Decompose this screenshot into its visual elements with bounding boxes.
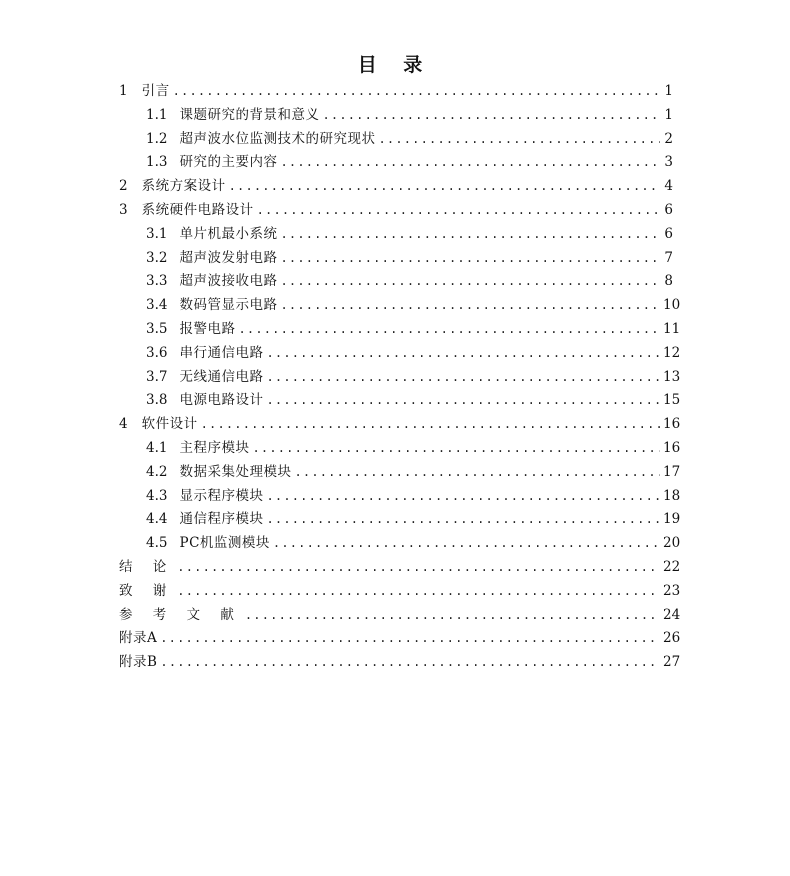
toc-list bbox=[119, 79, 681, 674]
toc-entry-page: 19 bbox=[663, 511, 681, 528]
toc-entry-page: 3 bbox=[664, 154, 673, 171]
toc-entry-number: 3 bbox=[119, 201, 128, 218]
toc-entry-number: 1.3 bbox=[146, 154, 168, 171]
toc-dot-leader bbox=[294, 465, 660, 479]
toc-dot-leader bbox=[177, 560, 660, 574]
toc-entry-page: 8 bbox=[664, 273, 673, 290]
toc-entry-page: 27 bbox=[663, 654, 681, 671]
toc-entry-page: 7 bbox=[664, 249, 673, 266]
toc-dot-leader bbox=[280, 227, 660, 241]
toc-entry[interactable] bbox=[119, 365, 681, 389]
toc-entry[interactable] bbox=[119, 626, 681, 650]
toc-entry[interactable] bbox=[119, 507, 681, 531]
toc-entry-page: 16 bbox=[663, 439, 681, 456]
toc-dot-leader bbox=[245, 608, 660, 622]
toc-entry-number: 4.5 bbox=[146, 535, 168, 552]
toc-entry[interactable] bbox=[119, 150, 673, 174]
toc-entry[interactable] bbox=[119, 341, 681, 365]
toc-entry-title: 无线通信电路 bbox=[179, 368, 264, 385]
toc-entry-title: 数码管显示电路 bbox=[179, 297, 278, 314]
toc-entry-title: 串行通信电路 bbox=[179, 344, 264, 361]
toc-dot-leader bbox=[280, 155, 660, 169]
toc-dot-leader bbox=[273, 536, 660, 550]
toc-entry-number: 3.1 bbox=[146, 225, 168, 242]
toc-entry-page: 11 bbox=[663, 320, 681, 337]
toc-dot-leader bbox=[229, 179, 660, 193]
toc-dot-leader bbox=[252, 441, 660, 455]
toc-entry[interactable] bbox=[119, 174, 673, 198]
toc-entry-number: 3.6 bbox=[146, 344, 168, 361]
toc-entry-title: 引言 bbox=[141, 83, 170, 99]
toc-dot-leader bbox=[280, 251, 660, 265]
toc-entry-title: 通信程序模块 bbox=[179, 511, 264, 528]
toc-entry-title: 系统方案设计 bbox=[141, 178, 226, 195]
toc-entry-title: 致 谢 bbox=[119, 582, 175, 599]
toc-entry-number: 1 bbox=[119, 83, 128, 99]
toc-entry-page: 16 bbox=[663, 416, 681, 433]
toc-dot-leader bbox=[177, 584, 660, 598]
toc-entry[interactable] bbox=[119, 222, 673, 246]
toc-dot-leader bbox=[266, 489, 660, 503]
toc-entry-page: 23 bbox=[663, 582, 681, 599]
toc-entry-number: 4.3 bbox=[146, 487, 168, 504]
toc-entry-number: 4.2 bbox=[146, 463, 168, 480]
toc-entry-title: 单片机最小系统 bbox=[179, 225, 278, 242]
toc-entry-page: 15 bbox=[663, 392, 681, 409]
toc-entry-number: 3.5 bbox=[146, 320, 168, 337]
toc-entry-title: 附录B bbox=[119, 654, 158, 671]
toc-entry-page: 24 bbox=[663, 606, 681, 623]
toc-dot-leader bbox=[238, 322, 660, 336]
toc-entry-title: 系统硬件电路设计 bbox=[141, 201, 254, 218]
toc-entry[interactable] bbox=[119, 603, 681, 627]
toc-dot-leader bbox=[280, 298, 660, 312]
toc-entry-title: 课题研究的背景和意义 bbox=[179, 106, 320, 123]
toc-entry-number: 4 bbox=[119, 416, 128, 433]
toc-entry[interactable] bbox=[119, 579, 681, 603]
toc-entry-number: 3.7 bbox=[146, 368, 168, 385]
toc-entry[interactable] bbox=[119, 269, 673, 293]
toc-entry[interactable] bbox=[119, 531, 681, 555]
toc-entry-page: 18 bbox=[663, 487, 681, 504]
toc-dot-leader bbox=[266, 393, 660, 407]
toc-dot-leader bbox=[266, 346, 660, 360]
toc-entry-page: 1 bbox=[664, 106, 673, 123]
toc-entry-page: 1 bbox=[664, 83, 673, 99]
toc-entry-title: PC机监测模块 bbox=[179, 535, 270, 552]
toc-entry-title: 报警电路 bbox=[179, 320, 236, 337]
toc-entry-title: 研究的主要内容 bbox=[179, 154, 278, 171]
toc-entry-title: 超声波水位监测技术的研究现状 bbox=[179, 130, 376, 147]
toc-entry-number: 3.8 bbox=[146, 392, 168, 409]
toc-entry-page: 6 bbox=[664, 201, 673, 218]
toc-entry-title: 软件设计 bbox=[141, 416, 198, 433]
toc-entry[interactable] bbox=[119, 103, 673, 127]
toc-dot-leader bbox=[160, 631, 660, 645]
toc-entry-page: 17 bbox=[663, 463, 681, 480]
toc-entry[interactable] bbox=[119, 198, 673, 222]
toc-entry-number: 4.1 bbox=[146, 439, 168, 456]
toc-dot-leader bbox=[160, 655, 660, 669]
toc-entry[interactable] bbox=[119, 460, 681, 484]
toc-entry-title: 结 论 bbox=[119, 558, 175, 575]
toc-entry-page: 2 bbox=[664, 130, 673, 147]
toc-entry[interactable] bbox=[119, 555, 681, 579]
toc-entry[interactable] bbox=[119, 127, 673, 151]
toc-dot-leader bbox=[266, 370, 660, 384]
toc-entry-title: 数据采集处理模块 bbox=[179, 463, 292, 480]
toc-entry[interactable] bbox=[119, 388, 681, 412]
toc-entry-page: 12 bbox=[663, 344, 681, 361]
toc-entry[interactable] bbox=[119, 484, 681, 508]
toc-entry-number: 1.1 bbox=[146, 106, 168, 123]
toc-dot-leader bbox=[201, 417, 660, 431]
toc-entry-title: 超声波发射电路 bbox=[179, 249, 278, 266]
toc-entry-page: 22 bbox=[663, 558, 681, 575]
toc-entry-title: 显示程序模块 bbox=[179, 487, 264, 504]
toc-entry[interactable] bbox=[119, 650, 681, 674]
toc-entry[interactable] bbox=[119, 317, 681, 341]
toc-entry[interactable] bbox=[119, 293, 681, 317]
toc-title: 目 录 bbox=[357, 54, 433, 76]
toc-entry-number: 1.2 bbox=[146, 130, 168, 147]
toc-entry[interactable] bbox=[119, 246, 673, 270]
toc-entry-title: 电源电路设计 bbox=[179, 392, 264, 409]
toc-dot-leader bbox=[280, 274, 660, 288]
toc-entry-number: 2 bbox=[119, 178, 128, 195]
toc-entry-page: 13 bbox=[663, 368, 681, 385]
toc-entry[interactable] bbox=[119, 412, 681, 436]
toc-entry-number: 4.4 bbox=[146, 511, 168, 528]
toc-dot-leader bbox=[257, 203, 660, 217]
toc-entry-number: 3.4 bbox=[146, 297, 168, 314]
toc-entry-page: 26 bbox=[663, 630, 681, 647]
toc-entry-title: 主程序模块 bbox=[179, 439, 250, 456]
toc-entry-title: 超声波接收电路 bbox=[179, 273, 278, 290]
toc-dot-leader bbox=[173, 84, 660, 98]
toc-entry-number: 3.2 bbox=[146, 249, 168, 266]
toc-entry[interactable] bbox=[119, 79, 673, 103]
toc-entry-number: 3.3 bbox=[146, 273, 168, 290]
toc-entry[interactable] bbox=[119, 436, 681, 460]
toc-dot-leader bbox=[378, 132, 660, 146]
toc-dot-leader bbox=[322, 108, 660, 122]
toc-dot-leader bbox=[266, 512, 660, 526]
toc-entry-title: 参 考 文 献 bbox=[119, 606, 242, 623]
toc-entry-page: 20 bbox=[663, 535, 681, 552]
toc-entry-page: 6 bbox=[664, 225, 673, 242]
toc-entry-page: 10 bbox=[663, 297, 681, 314]
toc-entry-title: 附录A bbox=[119, 630, 158, 647]
toc-entry-page: 4 bbox=[664, 178, 673, 195]
